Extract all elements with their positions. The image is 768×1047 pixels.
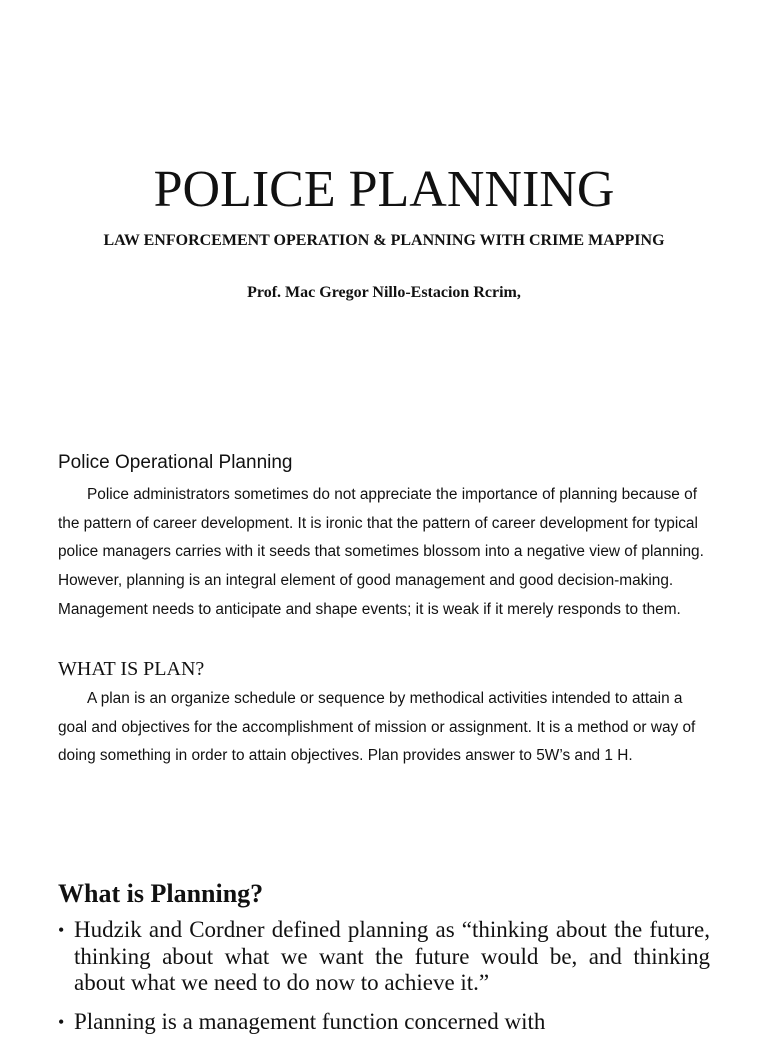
planning-bullet-list [58,917,710,1047]
bullet-icon: • [58,1011,65,1032]
bullet-text: Planning is a management function concerned with [74,1008,546,1034]
what-is-plan-paragraph: A plan is an organize schedule or sequence by methodical activities intended to attain a goal and objectives for the accomplishment of mission or assignment. It is a method or way of doing something in order to attain objectives. Plan provides answer to 5W’s and 1 H. [58,690,696,765]
list-item [58,917,710,997]
document-subtitle: LAW ENFORCEMENT OPERATION & PLANNING WITH CRIME MAPPING [103,232,665,249]
list-item [58,1009,710,1036]
bullet-text: Hudzik and Cordner defined planning as “thinking about the future, thinking about what we want the future would be, and thinking about what we need to do now to achieve it.” [74,917,710,995]
section-heading-what-is-plan: WHAT IS PLAN? [58,658,205,680]
bullet-icon: • [58,920,65,940]
section-heading-operational-planning: Police Operational Planning [58,452,293,473]
section-heading-what-is-planning: What is Planning? [58,879,264,908]
document-title: POLICE PLANNING [153,161,615,218]
document-author: Prof. Mac Gregor Nillo-Estacion Rcrim, [247,284,521,301]
operational-planning-paragraph: Police administrators sometimes do not appreciate the importance of planning because of the pattern of career development. It is ironic that the pattern of career development for typical police managers carries with it seeds that sometimes blossom into a negative view of planning. However, planning is an integral element of good management and good decision-making. Management needs to anticipate and shape events; it is weak if it merely responds to them. [58,486,704,618]
